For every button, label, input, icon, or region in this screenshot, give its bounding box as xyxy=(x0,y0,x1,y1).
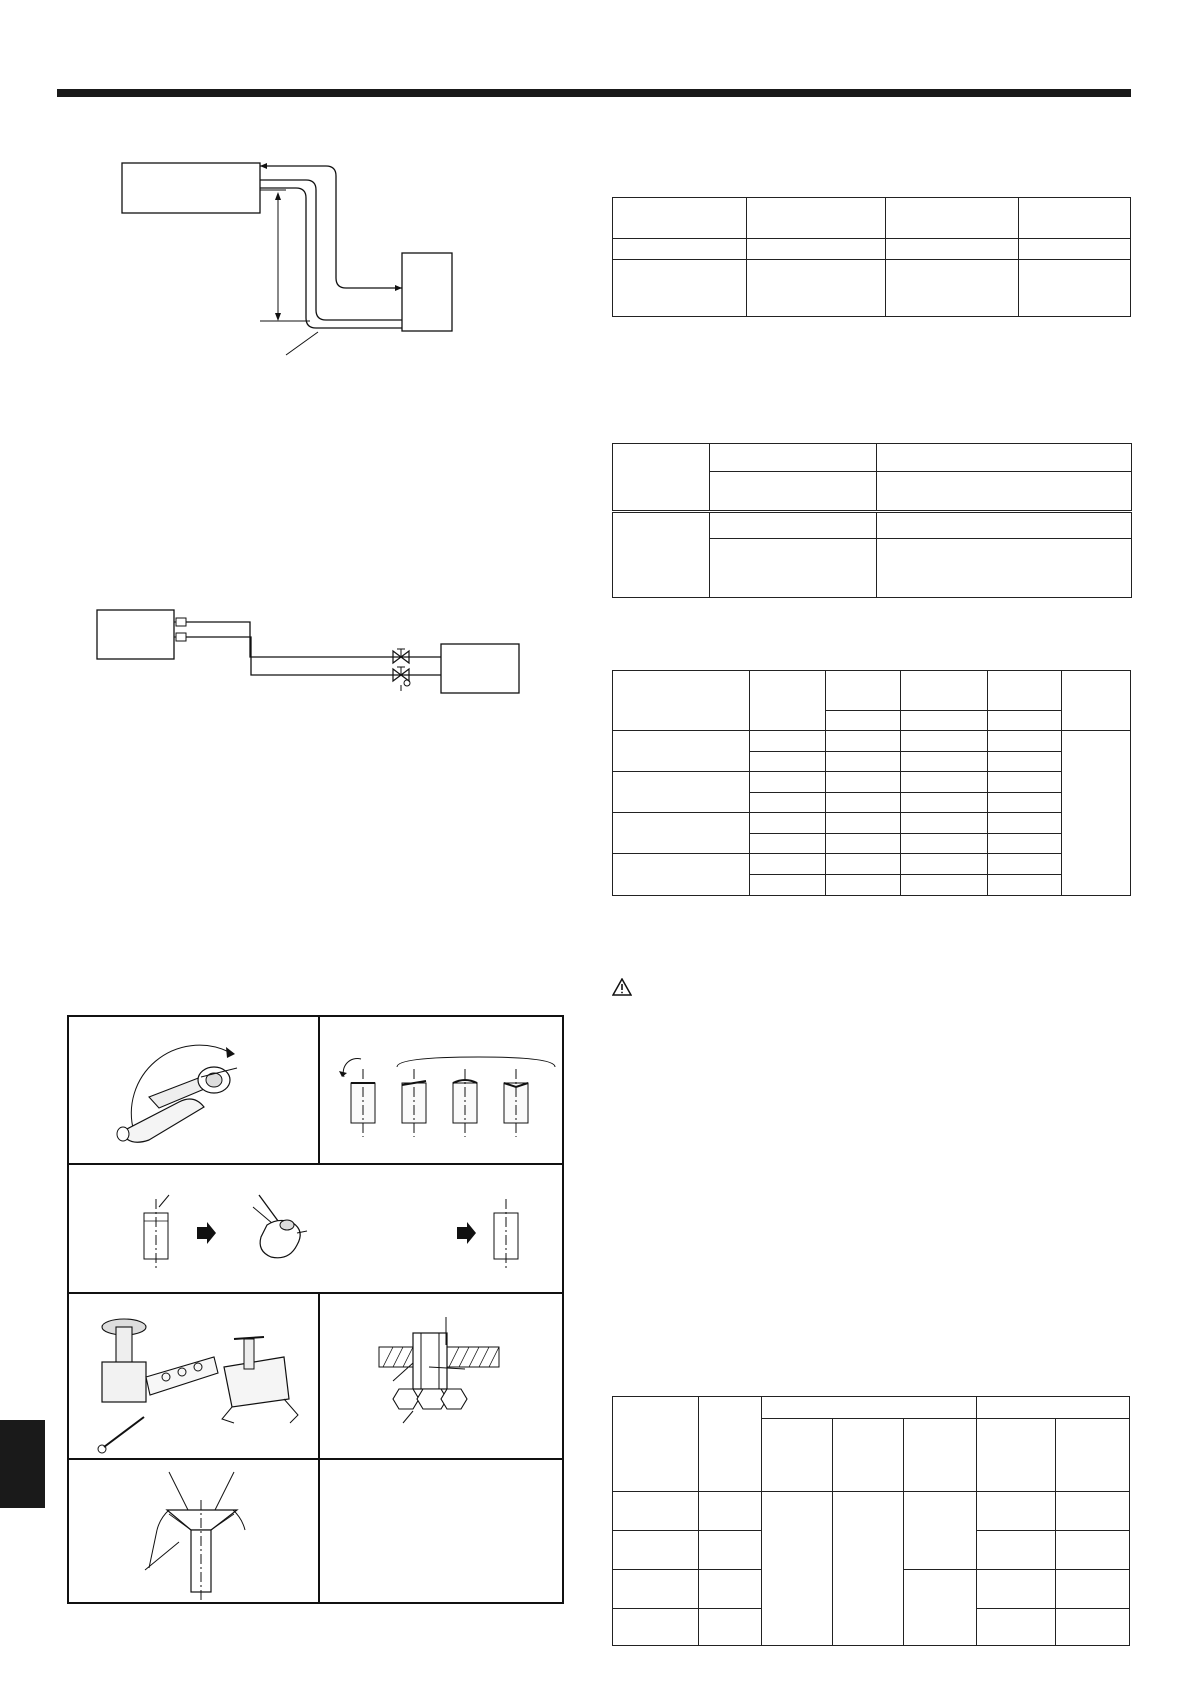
table-4 xyxy=(612,1396,1130,1646)
indoor-unit-box xyxy=(122,163,260,213)
outdoor-unit-box xyxy=(402,253,452,331)
indoor-unit-box xyxy=(97,610,174,659)
table-1 xyxy=(612,197,1131,317)
pipe-end-shapes-illustration xyxy=(339,1047,549,1147)
side-tab-marker xyxy=(0,1420,45,1508)
warning-triangle-icon xyxy=(612,978,632,996)
flare-die-clamp-illustration xyxy=(369,1307,549,1447)
outdoor-unit-box xyxy=(441,644,519,693)
flaring-panel-grid xyxy=(67,1015,564,1604)
service-valve-diagram xyxy=(95,605,535,705)
unit-pipe-height-diagram xyxy=(110,150,470,360)
deburring-sequence-illustration xyxy=(129,1177,559,1277)
flare-cone-illustration xyxy=(139,1472,309,1602)
flare-tools-illustration xyxy=(84,1307,314,1452)
table-2 xyxy=(612,443,1132,598)
table-3 xyxy=(612,670,1131,896)
header-rule xyxy=(57,89,1131,97)
pipe-cutter-illustration xyxy=(109,1032,289,1152)
